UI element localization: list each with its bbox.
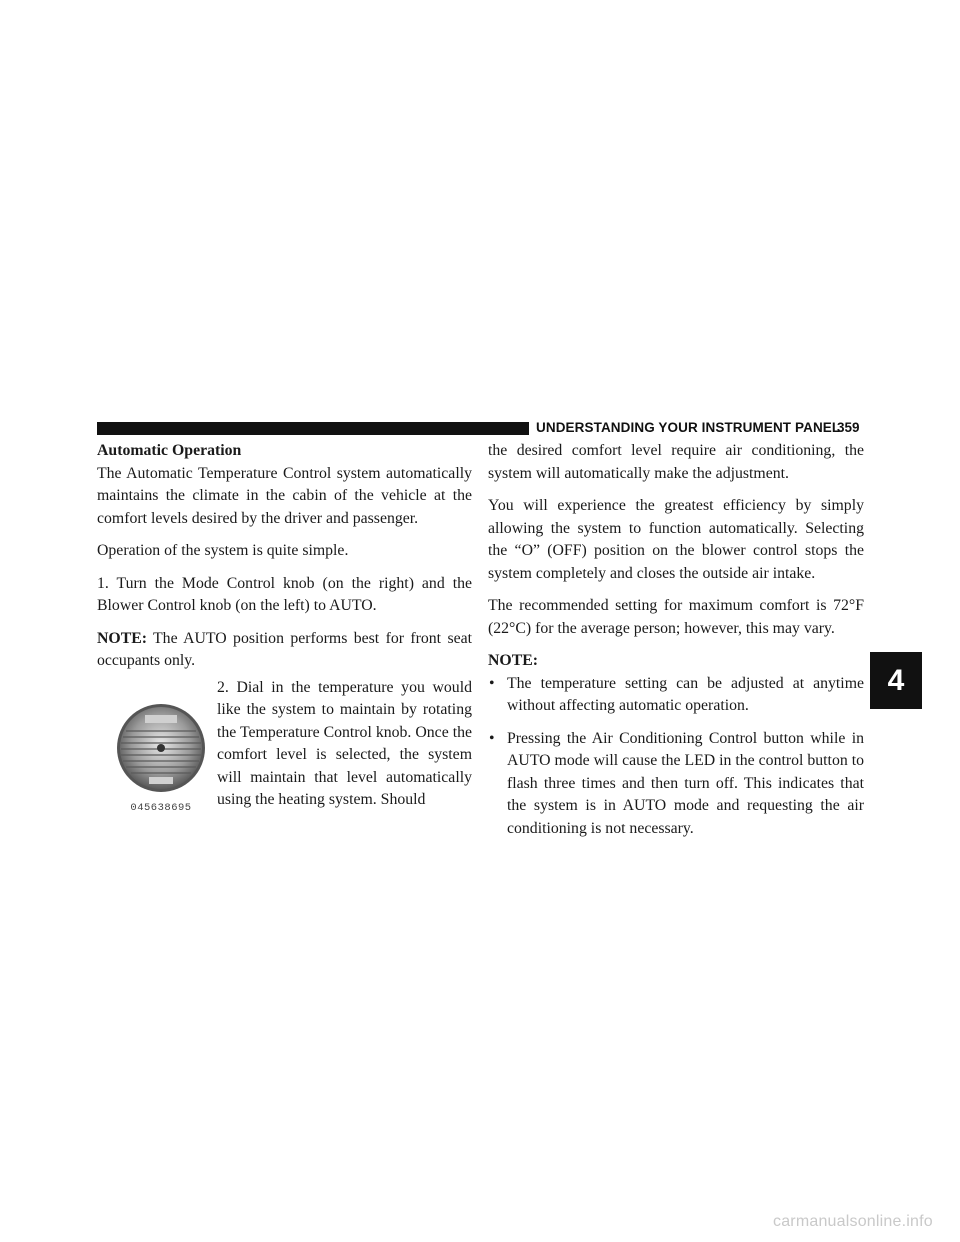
note-text: The AUTO position performs best for front seat occupants only. [97, 629, 472, 669]
temperature-knob-icon [112, 701, 210, 793]
list-item [488, 728, 864, 841]
figure-code: 045638695 [130, 801, 192, 814]
page-number: 359 [837, 420, 860, 435]
intro-paragraph: The Automatic Temperature Control system automatically maintains the climate in the cabin of the vehicle at the comfort levels desired by the driver and passenger. [97, 464, 472, 527]
note-paragraph [97, 628, 472, 673]
step-2-paragraph: 2. Dial in the temperature you would like the system to maintain by rotating the Temperature Control knob. Once the comfort level is selected, the system will maintain that level automatically using the heating system. Should [217, 678, 472, 808]
continuation-paragraph: the desired comfort level require air conditioning, the system will automatically make the adjustment. [488, 442, 864, 482]
section-heading: Automatic Operation [97, 442, 242, 459]
watermark[interactable]: carmanualsonline.info [773, 1213, 933, 1230]
header-rule [97, 422, 529, 435]
note-heading: NOTE: [488, 652, 539, 669]
bullet-icon: • [489, 729, 495, 747]
list-item-text: The temperature setting can be adjusted at anytime without affecting automatic operation. [507, 674, 864, 714]
step-2-block [97, 677, 472, 813]
temperature-knob-figure [112, 701, 210, 813]
note-bullet-list [488, 673, 864, 841]
chapter-tab: 4 [870, 652, 922, 709]
section-title: UNDERSTANDING YOUR INSTRUMENT PANEL [536, 420, 841, 435]
list-item-text: Pressing the Air Conditioning Control button while in AUTO mode will cause the LED in the control button to flash three times and then turn off. This indicates that the system is in AUTO mode and requesting the air conditioning is not necessary. [507, 729, 864, 837]
simple-paragraph: Operation of the system is quite simple. [97, 542, 349, 559]
step-1-paragraph: 1. Turn the Mode Control knob (on the right) and the Blower Control knob (on the left) to AUTO. [97, 574, 472, 614]
recommended-paragraph: The recommended setting for maximum comfort is 72°F (22°C) for the average person; however, this may vary. [488, 597, 864, 637]
bullet-icon: • [489, 674, 495, 692]
efficiency-paragraph: You will experience the greatest efficiency by simply allowing the system to function automatically. Selecting the “O” (OFF) position on the blower control stops the system completely and closes the outside air intake. [488, 497, 864, 582]
note-label: NOTE: [97, 629, 148, 647]
left-column [97, 440, 472, 813]
list-item [488, 673, 864, 718]
right-column [488, 440, 864, 840]
